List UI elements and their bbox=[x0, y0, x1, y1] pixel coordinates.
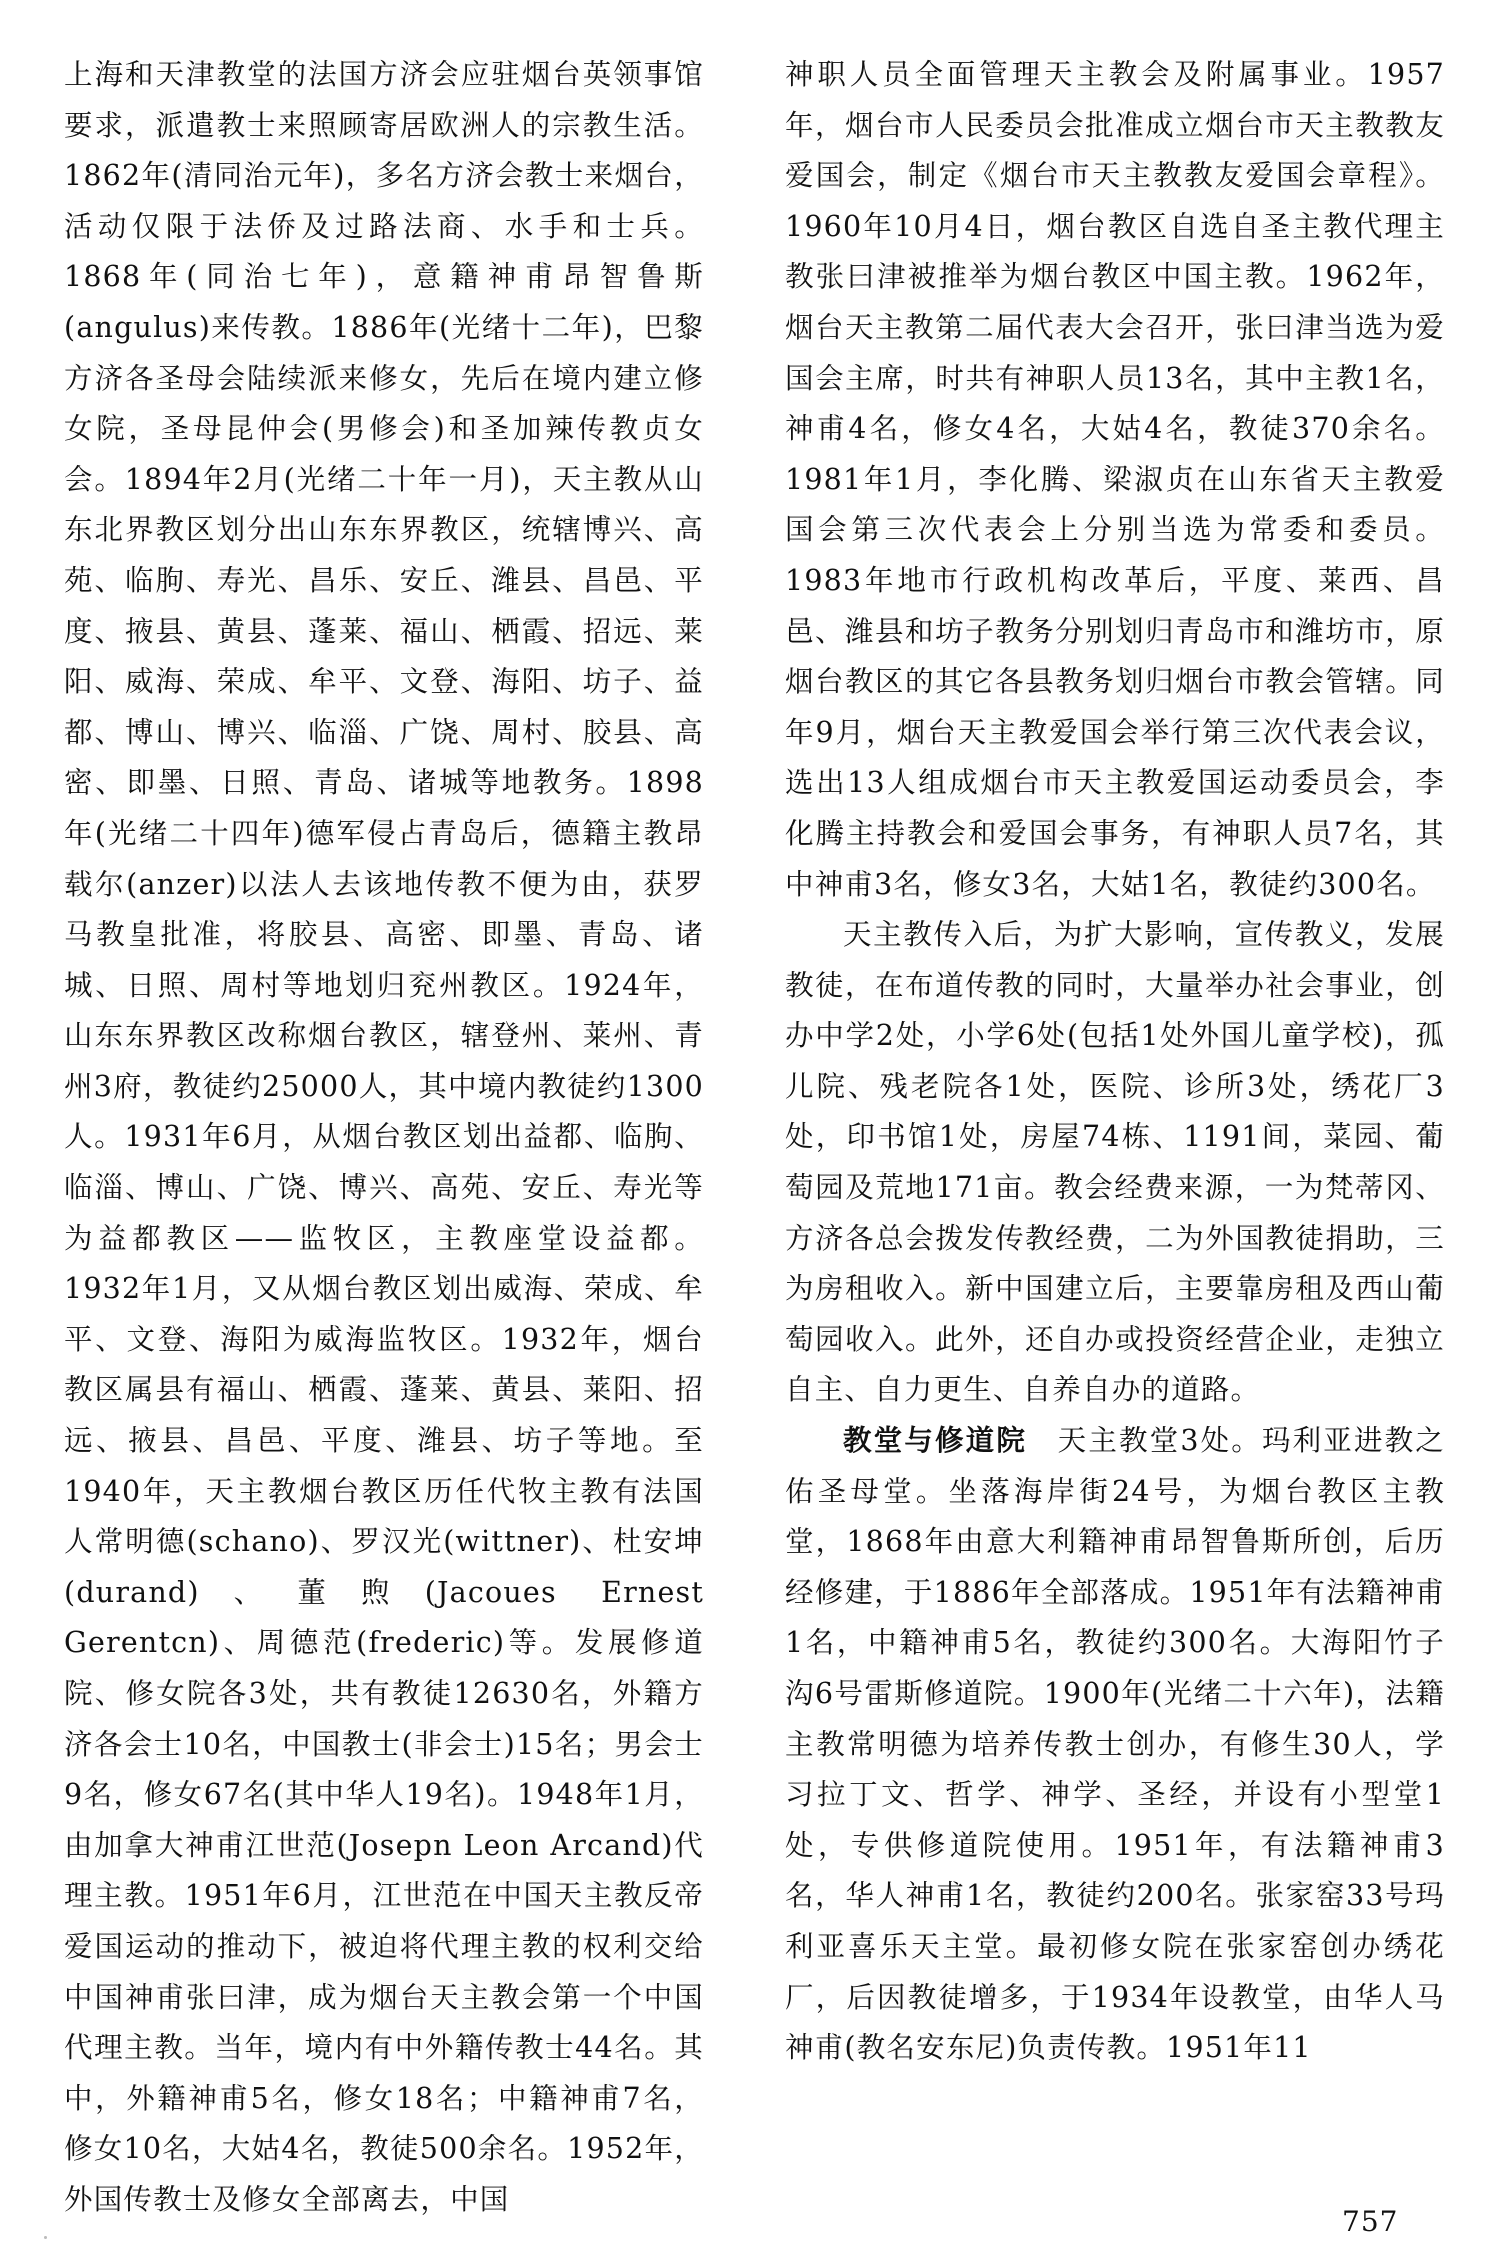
right-paragraph-1: 神职人员全面管理天主教会及附属事业。1957年，烟台市人民委员会批准成立烟台市天主教教友爱国会，制定《烟台市天主教教友爱国会章程》。1960年10月4日，烟台教区自选自圣主教代理主教张曰津被推举为烟台教区中国主教。1962年，烟台天主教第二届代表大会召开，张曰津当选为爱国会主席，时共有神职人员13名，其中主教1名，神甫4名，修女4名，大姑4名，教徒370余名。1981年1月，李化腾、梁淑贞在山东省天主教爱国会第三次代表会上分别当选为常委和委员。1983年地市行政机构改革后，平度、莱西、昌邑、潍县和坊子教务分别划归青岛市和潍坊市，原烟台教区的其它各县教务划归烟台市教会管辖。同年9月，烟台天主教爱国会举行第三次代表会议，选出13人组成烟台市天主教爱国运动委员会，李化腾主持教会和爱国会事务，有神职人员7名，其中神甫3名，修女3名，大姑1名，教徒约300名。 bbox=[785, 58, 1445, 901]
left-paragraph-1: 上海和天津教堂的法国方济会应驻烟台英领事馆要求，派遣教士来照顾寄居欧洲人的宗教生活。1862年(清同治元年)，多名方济会教士来烟台，活动仅限于法侨及过路法商、水手和士兵。1868年(同治七年)，意籍神甫昂智鲁斯(angulus)来传教。1886年(光绪十二年)，巴黎方济各圣母会陆续派来修女，先后在境内建立修女院，圣母昆仲会(男修会)和圣加辣传教贞女会。1894年2月(光绪二十年一月)，天主教从山东北界教区划分出山东东界教区，统辖博兴、高苑、临朐、寿光、昌乐、安丘、潍县、昌邑、平度、掖县、黄县、蓬莱、福山、栖霞、招远、莱阳、威海、荣成、牟平、文登、海阳、坊子、益都、博山、博兴、临淄、广饶、周村、胶县、高密、即墨、日照、青岛、诸城等地教务。1898年(光绪二十四年)德军侵占青岛后，德籍主教昂载尔(anzer)以法人去该地传教不便为由，获罗马教皇批准，将胶县、高密、即墨、青岛、诸城、日照、周村等地划归兖州教区。1924年，山东东界教区改称烟台教区，辖登州、莱州、青州3府，教徒约25000人，其中境内教徒约1300人。1931年6月，从烟台教区划出益都、临朐、临淄、博山、广饶、博兴、高苑、安丘、寿光等为益都教区——监牧区，主教座堂设益都。1932年1月，又从烟台教区划出威海、荣成、牟平、文登、海阳为威海监牧区。1932年，烟台教区属县有福山、栖霞、蓬莱、黄县、莱阳、招远、掖县、昌邑、平度、潍县、坊子等地。至1940年，天主教烟台教区历任代牧主教有法国人常明德(schano)、罗汉光(wittner)、杜安坤(durand)、董煦(Jacoues Ernest Gerentcn)、周德范(frederic)等。发展修道院、修女院各3处，共有教徒12630名，外籍方济各会士10名，中国教士(非会士)15名；男会士9名，修女67名(其中华人19名)。1948年1月，由加拿大神甫江世范(Josepn Leon Arcand)代理主教。1951年6月，江世范在中国天主教反帝爱国运动的推动下，被迫将代理主教的权利交给中国神甫张曰津，成为烟台天主教会第一个中国代理主教。当年，境内有中外籍传教士44名。其中，外籍神甫5名，修女18名；中籍神甫7名，修女10名，大姑4名，教徒500余名。1952年，外国传教士及修女全部离去，中国 bbox=[64, 58, 704, 2216]
right-paragraph-3 bbox=[785, 1416, 1445, 2074]
right-paragraph-3-text: 天主教堂3处。玛利亚进教之佑圣母堂。坐落海岸街24号，为烟台教区主教堂，1868年由意大利籍神甫昂智鲁斯所创，后历经修建，于1886年全部落成。1951年有法籍神甫1名，中籍神甫5名，教徒约300名。大海阳竹子沟6号雷斯修道院。1900年(光绪二十六年)，法籍主教常明德为培养传教士创办，有修生30人，学习拉丁文、哲学、神学、圣经，并设有小型堂1处，专供修道院使用。1951年，有法籍神甫3名，华人神甫1名，教徒约200名。张家窑33号玛利亚喜乐天主堂。最初修女院在张家窑创办绣花厂，后因教徒增多，于1934年设教堂，由华人马神甫(教名安东尼)负责传教。1951年11 bbox=[785, 1424, 1446, 2065]
right-text-column bbox=[785, 50, 1445, 2074]
right-paragraph-2: 天主教传入后，为扩大影响，宣传教义，发展教徒，在布道传教的同时，大量举办社会事业，创办中学2处，小学6处(包括1处外国儿童学校)，孤儿院、残老院各1处，医院、诊所3处，绣花厂3处，印书馆1处，房屋74栋、1191间，菜园、葡萄园及荒地171亩。教会经费来源，一为梵蒂冈、方济各总会拨发传教经费，二为外国教徒捐助，三为房租收入。新中国建立后，主要靠房租及西山葡萄园收入。此外，还自办或投资经营企业，走独立自主、自力更生、自养自办的道路。 bbox=[785, 918, 1445, 1407]
page-number: 757 bbox=[1342, 2205, 1399, 2238]
left-text-column bbox=[64, 50, 704, 2226]
section-heading-churches: 教堂与修道院 bbox=[843, 1424, 1027, 1458]
scan-speck bbox=[44, 2236, 47, 2239]
